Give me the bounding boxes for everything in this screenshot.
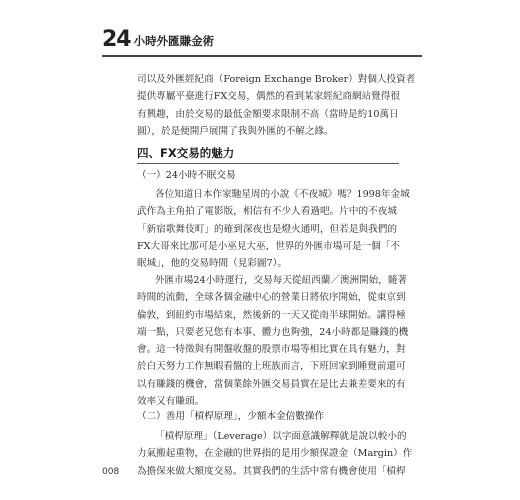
paragraph-intro-continued	[137, 71, 416, 140]
header-rule	[102, 55, 422, 57]
text-line: FX大哥來比那可是小巫見大巫，世界的外匯市場可是一個「不	[137, 240, 400, 252]
text-line: 武作為主角拍了電影版，相信有不少人看過吧。片中的不夜城	[137, 206, 397, 218]
header-number: 24	[102, 27, 131, 52]
text-line: 時間的流動，全球各個金融中心的營業日將依序開始，從東京到	[137, 292, 406, 304]
text-line: 有興趣，由於交易的最低金額要求限制不高（當時是約10萬日	[137, 108, 399, 120]
text-line: 提供專屬平臺進行FX交易，偶然的看到某家經紀商網站覺得很	[137, 91, 400, 103]
header-title: 小時外匯賺金術	[133, 34, 215, 48]
text-line: 「新宿歌舞伎町」的確到深夜也是燈火通明，但若是與我們的	[137, 223, 397, 235]
subsection-heading-2: （二）善用「槓桿原理」，少額本金倍數操作	[137, 411, 325, 422]
text-line: 倫敦，到紐約市場結束，然後新的一天又從南半球開始。講得極	[137, 309, 406, 321]
text-line: 效率又有賺頭。	[137, 396, 205, 408]
text-line: 為擔保來做大額度交易。其實我們的生活中常有機會使用「槓桿	[137, 465, 406, 477]
text-line: 眠城」，他的交易時間（見彩圖7）。	[137, 258, 288, 270]
running-header	[102, 29, 422, 51]
text-line: 於白天努力工作無暇看盤的上班族而言，下班回家到睡覺前還可	[137, 361, 406, 373]
paragraph-leverage	[137, 428, 413, 480]
text-line: 端一點，只要老兄您有本事、體力也夠強，24小時都是賺錢的機	[137, 326, 409, 338]
page-number: 008	[102, 467, 120, 477]
section-rule	[137, 163, 399, 164]
text-line: 會。這一特徵與有開盤收盤的股票市場等相比實在具有魅力，對	[137, 344, 406, 356]
text-line: 圓），於是便開戶展開了我與外匯的不解之緣。	[137, 125, 334, 137]
text-line: 以有賺錢的機會，當個業餘外匯交易員實在是比去兼差要來的有	[137, 378, 406, 390]
section-heading: 四、FX交易的魅力	[137, 146, 235, 160]
subsection-heading-1: （一）24小時不眠交易	[137, 170, 236, 181]
text-line: 力氣搬起重物，在金融的世界指的是用少額保證金（Margin）作	[137, 448, 413, 460]
paragraph-24-hour-market	[137, 272, 409, 410]
text-line: 外匯市場24小時運行，交易每天從紐西蘭／澳洲開始，隨著	[155, 275, 408, 286]
text-line: 各位知道日本作家馳星周的小說《不夜城》嗎？1998年金城	[155, 189, 410, 200]
text-line: 「槓桿原理」（Leverage）以字面意識解釋就是說以較小的	[155, 431, 407, 442]
paragraph-nightless-city	[137, 186, 410, 272]
text-line: 司以及外匯經紀商（Foreign Exchange Broker）對個人投資者	[137, 74, 416, 85]
